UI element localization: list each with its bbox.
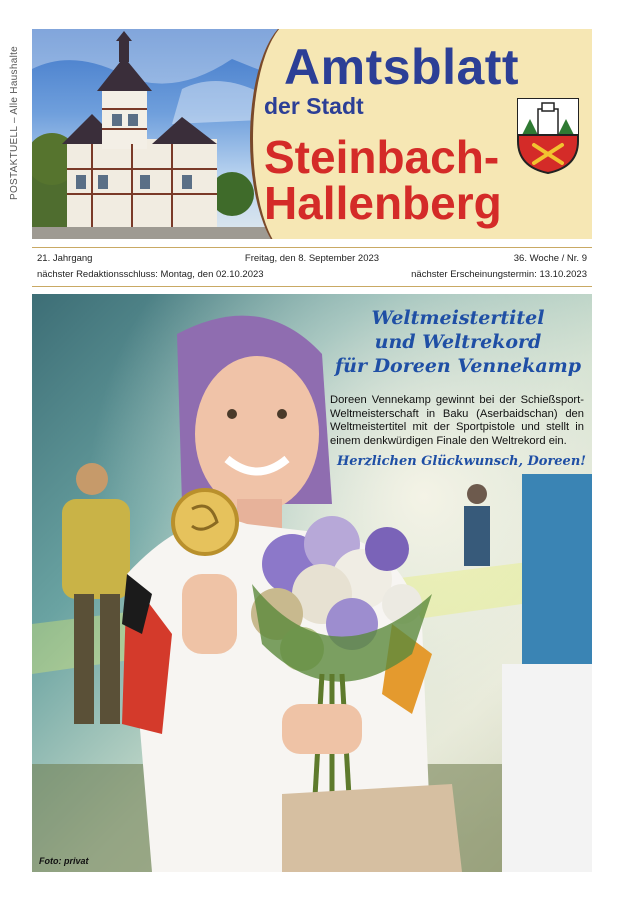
town-coat-of-arms <box>516 97 580 175</box>
volume-label: 21. Jahrgang <box>37 253 93 264</box>
distribution-label: POSTAKTUELL – Alle Haushalte <box>9 45 20 200</box>
headline-line3: für Doreen Vennekamp <box>334 355 582 377</box>
photo-credit: Foto: privat <box>39 856 89 866</box>
town-name-line1: Steinbach- <box>264 131 500 183</box>
masthead <box>32 29 592 239</box>
next-issue-date: nächster Erscheinungstermin: 13.10.2023 <box>411 269 587 280</box>
masthead-subtitle: der Stadt <box>264 93 364 119</box>
athlete-with-medal-photo <box>32 294 592 872</box>
congratulations-line: Herzlichen Glückwunsch, Doreen! <box>336 454 586 469</box>
town-hall-illustration <box>32 29 282 239</box>
article-body: Doreen Vennekamp gewinnt bei der Schießsport-Weltmeisterschaft in Baku (Aserbaidschan) den Weltmeistertitel mit der Sportpistole und stellt in einem denkwürdigen Finale den Weltrekord ein. <box>330 394 584 447</box>
town-hall-photo <box>32 29 282 239</box>
cover-photo <box>32 294 592 872</box>
week-number: 36. Woche / Nr. 9 <box>513 253 587 264</box>
article-headline <box>328 306 588 378</box>
editorial-deadline: nächster Redaktionsschluss: Montag, den 02.10.2023 <box>37 269 264 280</box>
issue-date: Freitag, den 8. September 2023 <box>244 253 380 264</box>
town-name-line2: Hallenberg <box>264 177 502 229</box>
headline-line2: und Weltrekord <box>374 331 542 353</box>
masthead-title: Amtsblatt <box>284 39 520 95</box>
issue-info-bar <box>32 247 592 287</box>
headline-line1: Weltmeistertitel <box>371 307 545 329</box>
